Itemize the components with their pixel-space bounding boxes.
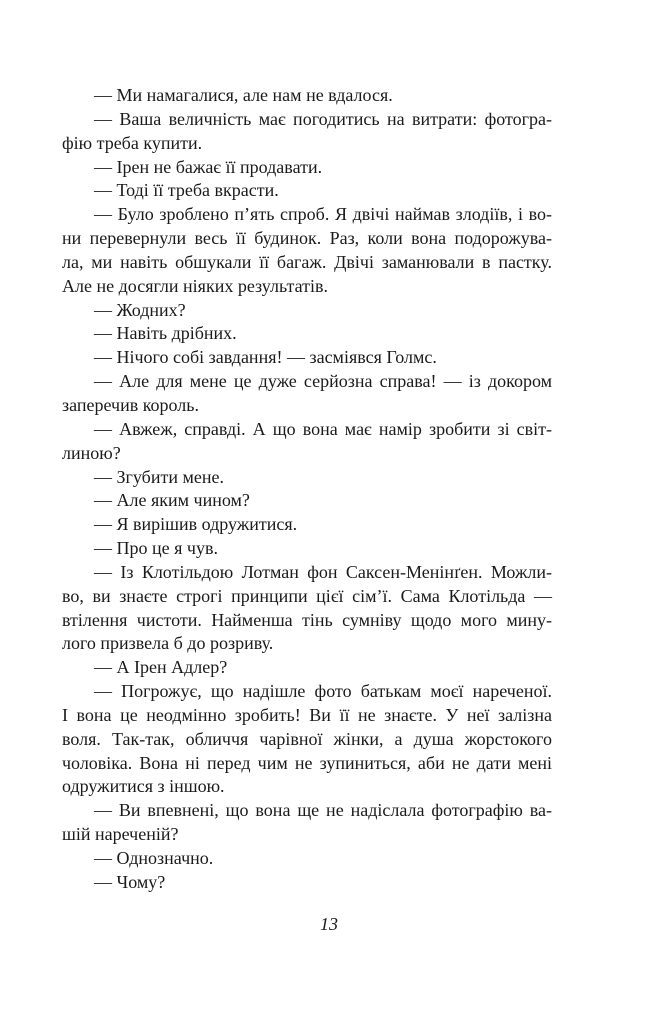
text-line: — Ми намагалися, але нам не вдалося. [94,85,393,105]
text-line: ла, ми навіть обшукали її багаж. Двічі заманювали в пастку. [62,251,552,272]
text-line: І вона це неодмінно зробить! Ви її не знаєте. У неї залізна [62,704,552,725]
page-body [62,84,552,895]
text-line: — Із Клотільдою Лотман фон Саксен-Менінґен. Можли- [94,561,552,582]
text-line: заперечив король. [62,394,199,415]
text-line: — Ірен не бажає її продавати. [94,156,323,177]
text-line: — Нічого собі завдання! — засміявся Голмс. [94,347,437,368]
text-line: одружитися з іншою. [62,776,225,797]
text-line: фію треба купити. [62,132,203,153]
text-line: — Я вирішив одружитися. [94,514,298,535]
text-line: — Згубити мене. [94,466,224,487]
page-number: 13 [320,914,338,934]
text-line: — Але яким чином? [94,490,250,511]
text-line: Але не досягли ніяких результатів. [62,275,328,296]
text-line: чоловіка. Вона ні перед чим не зупиниться, аби не дати мені [62,752,552,773]
text-line: — Навіть дрібних. [94,323,237,344]
text-line: — Ваша величність має погодитись на витрати: фотогра- [94,108,552,129]
text-line: — Про це я чув. [94,538,218,559]
text-line: — Ви впевнені, що вона ще не надіслала фотографію ва- [94,800,552,821]
text-line: ни перевернули весь її будинок. Раз, коли вона подорожува- [62,228,552,249]
text-line: линою? [62,442,121,463]
text-line: — А Ірен Адлер? [94,657,228,678]
text-line: — Погрожує, що надішле фото батькам моєї нареченої. [94,681,552,702]
text-line: — Тоді її треба вкрасти. [94,180,279,201]
text-line: втілення чистоти. Найменша тінь сумніву щодо мого мину- [62,609,552,630]
text-line: лого призвела б до розриву. [62,633,274,654]
text-line: шій нареченій? [62,824,179,845]
text-line: — Жодних? [94,299,186,320]
text-line: во, ви знаєте строгі принципи цієї сім’ї. Сама Клотільда — [62,585,552,606]
text-line: — Але для мене це дуже серйозна справа! — із докором [94,371,552,392]
text-line: — Однозначно. [94,848,214,868]
text-line: воля. Так-так, обличчя чарівної жінки, а душа жорстокого [62,728,552,749]
text-line: — Було зроблено п’ять спроб. Я двічі наймав злодіїв, і во- [94,204,552,225]
text-line: — Чому? [94,871,166,892]
text-line: — Авжеж, справді. А що вона має намір зробити зі світ- [94,418,552,439]
